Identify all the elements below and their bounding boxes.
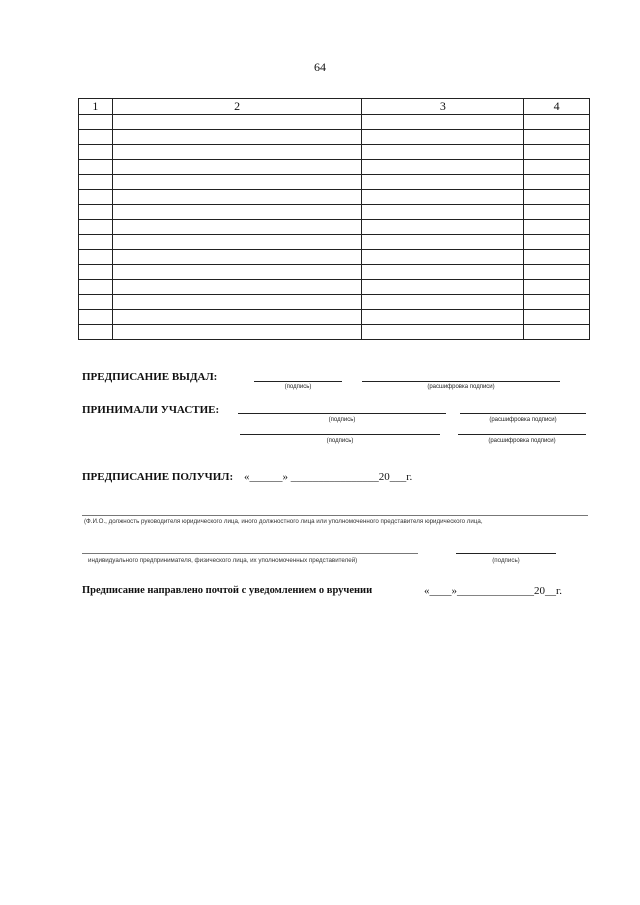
column-header-2: 2 <box>112 99 361 115</box>
table-cell <box>112 205 361 220</box>
participant-2-signature-caption: (подпись) <box>326 438 354 444</box>
table-cell <box>112 160 361 175</box>
table-cell <box>362 115 524 130</box>
column-header-1: 1 <box>79 99 113 115</box>
table-row <box>79 220 590 235</box>
table-cell <box>79 145 113 160</box>
table-cell <box>112 115 361 130</box>
table-row <box>79 130 590 145</box>
table-cell <box>79 130 113 145</box>
issued-signature-line <box>254 381 342 382</box>
table-cell <box>524 175 590 190</box>
table-cell <box>79 160 113 175</box>
issued-decryption-line <box>362 381 560 382</box>
table-row <box>79 145 590 160</box>
table-cell <box>362 280 524 295</box>
table-cell <box>112 130 361 145</box>
column-header-4: 4 <box>524 99 590 115</box>
table-row <box>79 205 590 220</box>
table-cell <box>362 160 524 175</box>
table-cell <box>112 175 361 190</box>
page-number: 64 <box>314 60 326 74</box>
table-cell <box>362 295 524 310</box>
table-cell <box>524 190 590 205</box>
issued-label: ПРЕДПИСАНИЕ ВЫДАЛ: <box>82 371 218 383</box>
table-cell <box>79 235 113 250</box>
table-row <box>79 115 590 130</box>
table-row <box>79 190 590 205</box>
table-cell <box>524 310 590 325</box>
issued-decryption-caption: (расшифровка подписи) <box>427 384 495 390</box>
table-cell <box>79 115 113 130</box>
fio-line <box>82 515 588 516</box>
prescription-table <box>78 98 590 340</box>
table-row <box>79 295 590 310</box>
table-cell <box>524 235 590 250</box>
received-date: «______» ________________20___г. <box>244 471 413 483</box>
table-cell <box>112 220 361 235</box>
table-cell <box>524 115 590 130</box>
table-cell <box>112 310 361 325</box>
received-label: ПРЕДПИСАНИЕ ПОЛУЧИЛ: <box>82 471 234 483</box>
table-cell <box>524 220 590 235</box>
table-cell <box>79 250 113 265</box>
table-row <box>79 250 590 265</box>
table-body <box>79 115 590 340</box>
table-cell <box>524 160 590 175</box>
table-cell <box>524 295 590 310</box>
table-row <box>79 265 590 280</box>
table-cell <box>362 325 524 340</box>
table-cell <box>362 190 524 205</box>
table-cell <box>79 175 113 190</box>
table-cell <box>524 205 590 220</box>
participant-2-signature-line <box>240 434 440 435</box>
participated-label: ПРИНИМАЛИ УЧАСТИЕ: <box>82 404 220 416</box>
table-cell <box>524 130 590 145</box>
table-cell <box>362 235 524 250</box>
column-header-3: 3 <box>362 99 524 115</box>
table-cell <box>362 145 524 160</box>
participant-1-decryption-line <box>460 413 586 414</box>
table-cell <box>79 220 113 235</box>
table-cell <box>79 295 113 310</box>
table-cell <box>79 325 113 340</box>
table-cell <box>362 265 524 280</box>
table-cell <box>112 265 361 280</box>
mail-date: «____»______________20__г. <box>424 585 563 597</box>
table-cell <box>112 235 361 250</box>
table-cell <box>524 250 590 265</box>
table-header-row <box>79 99 590 115</box>
table-cell <box>112 145 361 160</box>
table-cell <box>362 310 524 325</box>
table-cell <box>112 295 361 310</box>
table-cell <box>79 205 113 220</box>
table-row <box>79 325 590 340</box>
table-cell <box>112 190 361 205</box>
table-cell <box>362 220 524 235</box>
fio-signature-line <box>456 553 556 554</box>
table-cell <box>112 250 361 265</box>
table-cell <box>524 325 590 340</box>
participant-1-decryption-caption: (расшифровка подписи) <box>489 417 557 423</box>
participant-2-decryption-caption: (расшифровка подписи) <box>488 438 556 444</box>
table-cell <box>362 130 524 145</box>
table-row <box>79 280 590 295</box>
table-row <box>79 235 590 250</box>
table-row <box>79 175 590 190</box>
table-cell <box>112 325 361 340</box>
table-cell <box>524 280 590 295</box>
table-cell <box>362 250 524 265</box>
table-row <box>79 160 590 175</box>
table-cell <box>524 265 590 280</box>
table-cell <box>79 190 113 205</box>
table-cell <box>79 310 113 325</box>
table-cell <box>79 280 113 295</box>
issued-signature-caption: (подпись) <box>284 384 312 390</box>
fio-caption-line2: индивидуального предпринимателя, физического лица, их уполномоченных представителей) <box>88 557 358 564</box>
participant-1-signature-caption: (подпись) <box>328 417 356 423</box>
table-cell <box>112 280 361 295</box>
table-row <box>79 310 590 325</box>
table-cell <box>79 265 113 280</box>
fio-caption-line1: (Ф.И.О., должность руководителя юридического лица, иного должностного лица или уполномоченного представителя юридического лица, <box>84 518 483 525</box>
fio-continuation-line <box>82 553 418 554</box>
participant-2-decryption-line <box>458 434 586 435</box>
table-cell <box>362 175 524 190</box>
participant-1-signature-line <box>238 413 446 414</box>
table-cell <box>362 205 524 220</box>
fio-signature-caption: (подпись) <box>492 557 520 564</box>
table-cell <box>524 145 590 160</box>
mail-notice-text: Предписание направлено почтой с уведомлением о вручении <box>82 585 373 596</box>
